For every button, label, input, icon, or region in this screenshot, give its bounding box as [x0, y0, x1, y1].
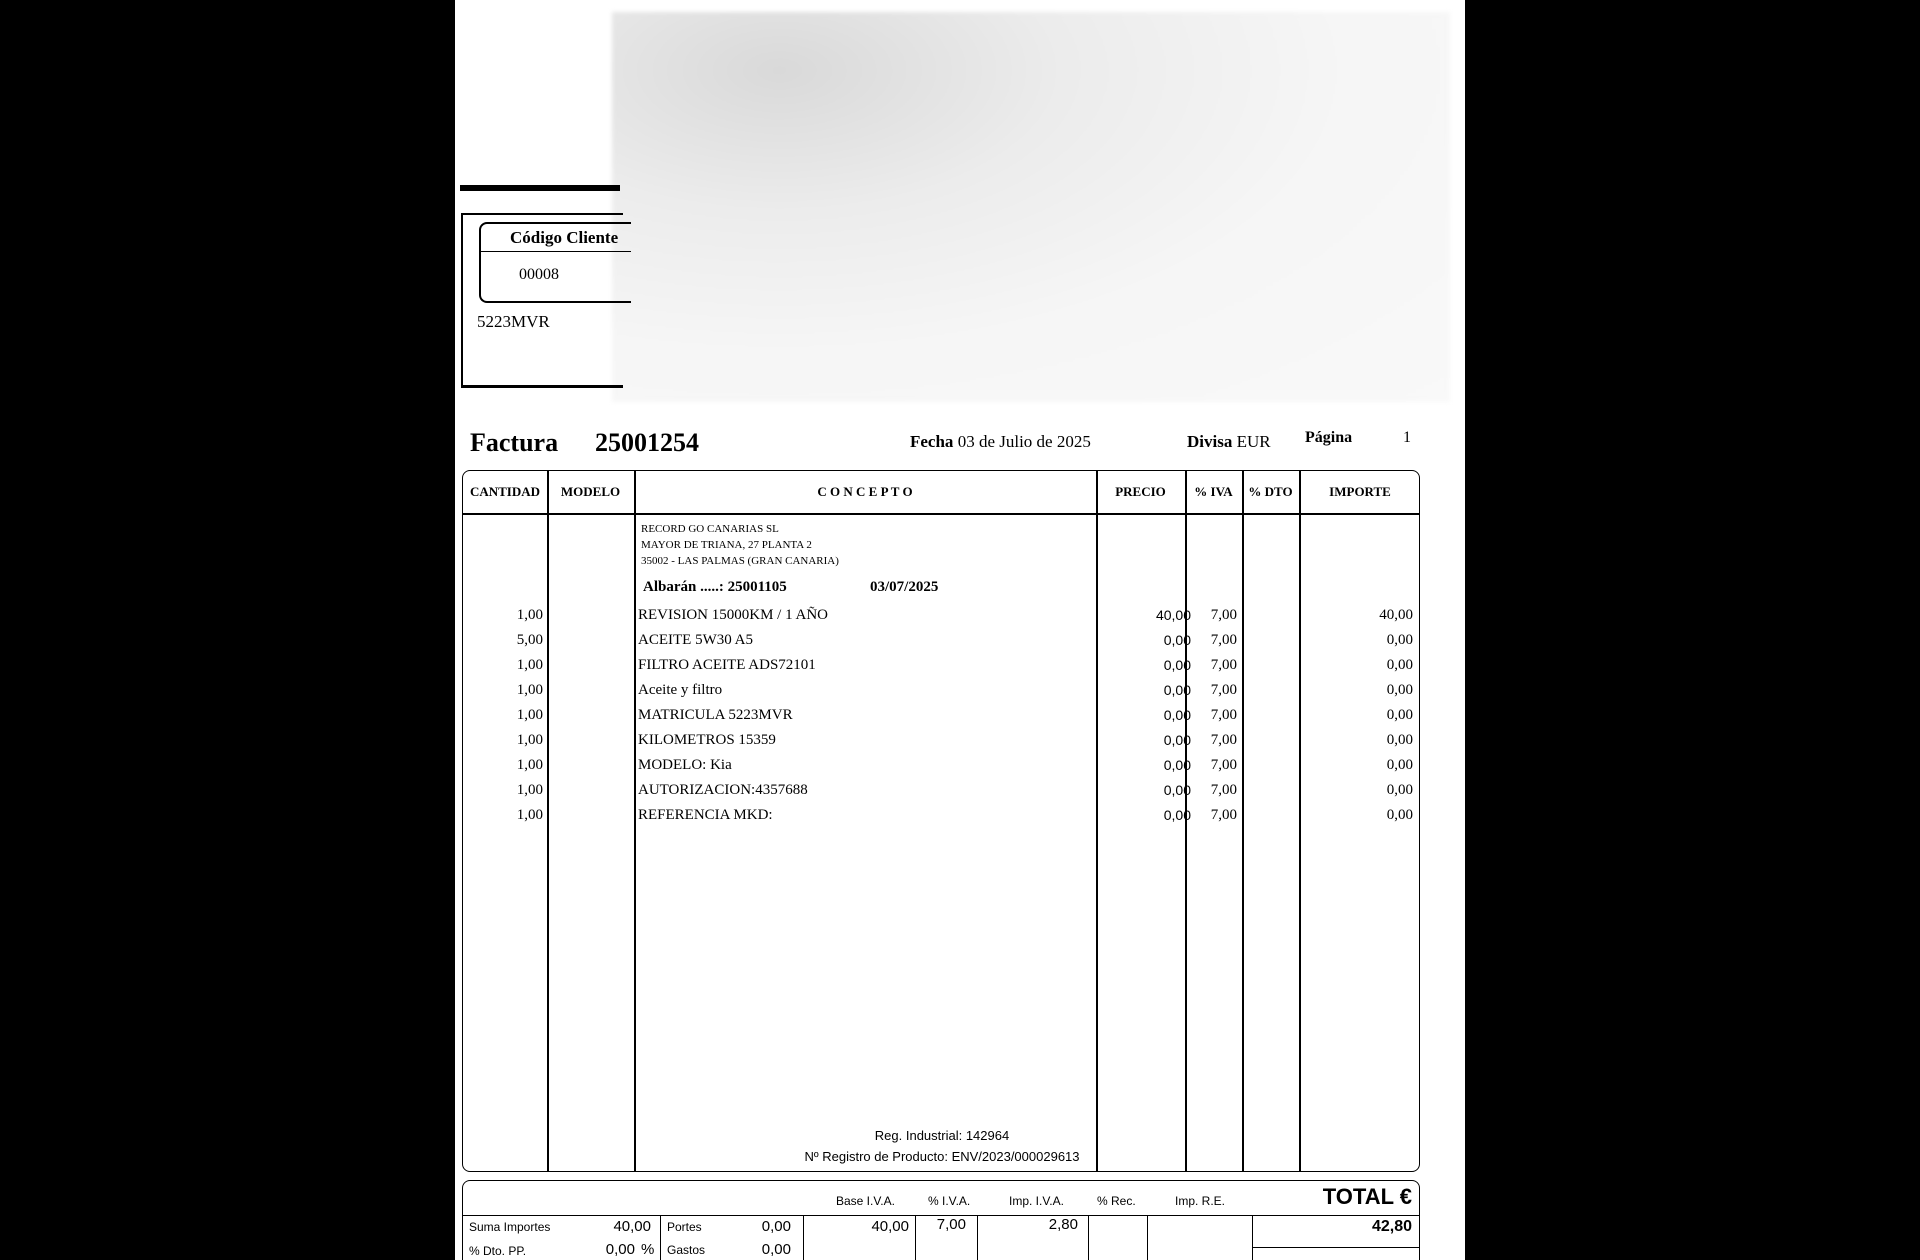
- dto-label: % Dto. PP.: [469, 1244, 527, 1258]
- dto-unit: %: [641, 1241, 655, 1258]
- totals-header-total: TOTAL €: [1322, 1184, 1412, 1209]
- row-price: 0,00: [1163, 757, 1191, 773]
- table-row: [463, 732, 1421, 757]
- client-plate: 5223MVR: [477, 312, 550, 331]
- row-price: 0,00: [1163, 807, 1191, 823]
- invoice-currency: [1187, 432, 1271, 452]
- row-qty: 1,00: [516, 707, 543, 723]
- reg-producto: Nº Registro de Producto: ENV/2023/000029613: [804, 1149, 1080, 1164]
- row-amount: 0,00: [1386, 782, 1413, 798]
- client-code-value: 00008: [519, 266, 559, 283]
- table-row: [463, 707, 1421, 732]
- row-concept: KILOMETROS 15359: [638, 732, 776, 748]
- row-iva: 7,00: [1210, 707, 1237, 723]
- row-concept: REVISION 15000KM / 1 AÑO: [638, 607, 829, 623]
- totals-divider: [660, 1215, 661, 1260]
- row-qty: 5,00: [516, 632, 543, 648]
- row-iva: 7,00: [1210, 757, 1237, 773]
- row-concept: AUTORIZACION:4357688: [638, 782, 808, 798]
- row-concept: Aceite y filtro: [638, 682, 723, 698]
- redacted-region: [612, 12, 1450, 402]
- row-qty: 1,00: [516, 657, 543, 673]
- page-label: Página: [1305, 429, 1353, 446]
- row-iva: 7,00: [1210, 782, 1237, 798]
- portes-value: 0,00: [761, 1218, 791, 1235]
- page-number: 1: [1403, 429, 1411, 446]
- table-row: [463, 782, 1421, 807]
- client-code-header: Código Cliente: [481, 224, 631, 252]
- row-qty: 1,00: [516, 757, 543, 773]
- date-value: 03 de Julio de 2025: [957, 432, 1091, 451]
- row-amount: 0,00: [1386, 657, 1413, 673]
- totals-divider: [1147, 1215, 1148, 1260]
- row-price: 0,00: [1163, 782, 1191, 798]
- row-amount: 0,00: [1386, 682, 1413, 698]
- row-amount: 40,00: [1379, 607, 1413, 623]
- reg-industrial: Reg. Industrial: 142964: [874, 1128, 1010, 1143]
- row-amount: 0,00: [1386, 732, 1413, 748]
- total-value: 42,80: [1371, 1218, 1412, 1235]
- row-qty: 1,00: [516, 807, 543, 823]
- imp-iva-value: 2,80: [1048, 1216, 1078, 1233]
- row-price: 0,00: [1163, 632, 1191, 648]
- totals-divider: [1088, 1215, 1089, 1260]
- totals-divider: [915, 1215, 916, 1260]
- items-table: [462, 470, 1420, 1172]
- table-row: [463, 757, 1421, 782]
- portes-label: Portes: [667, 1220, 702, 1234]
- row-qty: 1,00: [516, 607, 543, 623]
- row-iva: 7,00: [1210, 657, 1237, 673]
- row-qty: 1,00: [516, 732, 543, 748]
- base-iva-value: 40,00: [871, 1218, 909, 1235]
- invoice-date: [910, 432, 1091, 452]
- invoice-page: [455, 0, 1465, 1260]
- row-iva: 7,00: [1210, 607, 1237, 623]
- totals-box: [462, 1180, 1420, 1260]
- totals-header-imp-re: Imp. R.E.: [1175, 1194, 1226, 1208]
- table-row: [463, 682, 1421, 707]
- row-iva: 7,00: [1210, 732, 1237, 748]
- col-header-iva: % IVA: [1194, 484, 1233, 499]
- suma-value: 40,00: [613, 1218, 651, 1235]
- gastos-value: 0,00: [761, 1241, 791, 1258]
- totals-divider: [977, 1215, 978, 1260]
- col-header-cantidad: CANTIDAD: [469, 484, 541, 499]
- row-price: 0,00: [1163, 657, 1191, 673]
- row-iva: 7,00: [1210, 682, 1237, 698]
- col-header-precio: PRECIO: [1115, 484, 1166, 499]
- customer-address-line: RECORD GO CANARIAS SL: [641, 523, 779, 535]
- customer-address-line: 35002 - LAS PALMAS (GRAN CANARIA): [641, 555, 839, 567]
- row-iva: 7,00: [1210, 807, 1237, 823]
- row-concept: MATRICULA 5223MVR: [638, 707, 793, 723]
- row-iva: 7,00: [1210, 632, 1237, 648]
- totals-header-pct-rec: % Rec.: [1097, 1194, 1136, 1208]
- col-header-dto: % DTO: [1248, 484, 1293, 499]
- row-concept: REFERENCIA MKD:: [638, 807, 773, 823]
- table-row: [463, 632, 1421, 657]
- row-price: 40,00: [1155, 607, 1191, 623]
- currency-value: EUR: [1236, 432, 1271, 451]
- customer-address-line: MAYOR DE TRIANA, 27 PLANTA 2: [641, 539, 812, 551]
- row-concept: FILTRO ACEITE ADS72101: [638, 657, 816, 673]
- row-concept: ACEITE 5W30 A5: [638, 632, 753, 648]
- row-qty: 1,00: [516, 682, 543, 698]
- row-price: 0,00: [1163, 682, 1191, 698]
- row-amount: 0,00: [1386, 632, 1413, 648]
- col-header-concepto: C O N C E P T O: [817, 484, 913, 499]
- totals-divider: [1252, 1215, 1253, 1260]
- gastos-label: Gastos: [667, 1243, 706, 1257]
- row-qty: 1,00: [516, 782, 543, 798]
- row-amount: 0,00: [1386, 707, 1413, 723]
- row-amount: 0,00: [1386, 757, 1413, 773]
- currency-label: Divisa: [1187, 432, 1233, 451]
- row-price: 0,00: [1163, 707, 1191, 723]
- suma-label: Suma Importes: [469, 1220, 551, 1234]
- client-code-box: [479, 222, 631, 303]
- header-divider: [460, 185, 620, 191]
- totals-header-pct-iva: % I.V.A.: [928, 1194, 971, 1208]
- totals-header-imp-iva: Imp. I.V.A.: [1009, 1194, 1064, 1208]
- row-price: 0,00: [1163, 732, 1191, 748]
- table-row: [463, 607, 1421, 632]
- albaran-number: Albarán .....: 25001105: [643, 579, 787, 595]
- invoice-label: Factura: [470, 428, 559, 457]
- col-header-importe: IMPORTE: [1329, 484, 1391, 499]
- col-header-modelo: MODELO: [560, 484, 621, 499]
- total-box-line: [1252, 1247, 1419, 1248]
- row-concept: MODELO: Kia: [638, 757, 732, 773]
- totals-header-base: Base I.V.A.: [836, 1194, 895, 1208]
- header-divider-line: [463, 513, 1419, 515]
- pct-iva-value: 7,00: [936, 1216, 966, 1233]
- albaran-date: 03/07/2025: [870, 579, 939, 595]
- totals-divider: [803, 1215, 804, 1260]
- row-amount: 0,00: [1386, 807, 1413, 823]
- date-label: Fecha: [910, 432, 954, 451]
- invoice-number: 25001254: [595, 428, 699, 457]
- table-row: [463, 657, 1421, 682]
- table-row: [463, 807, 1421, 832]
- dto-value: 0,00: [605, 1241, 635, 1258]
